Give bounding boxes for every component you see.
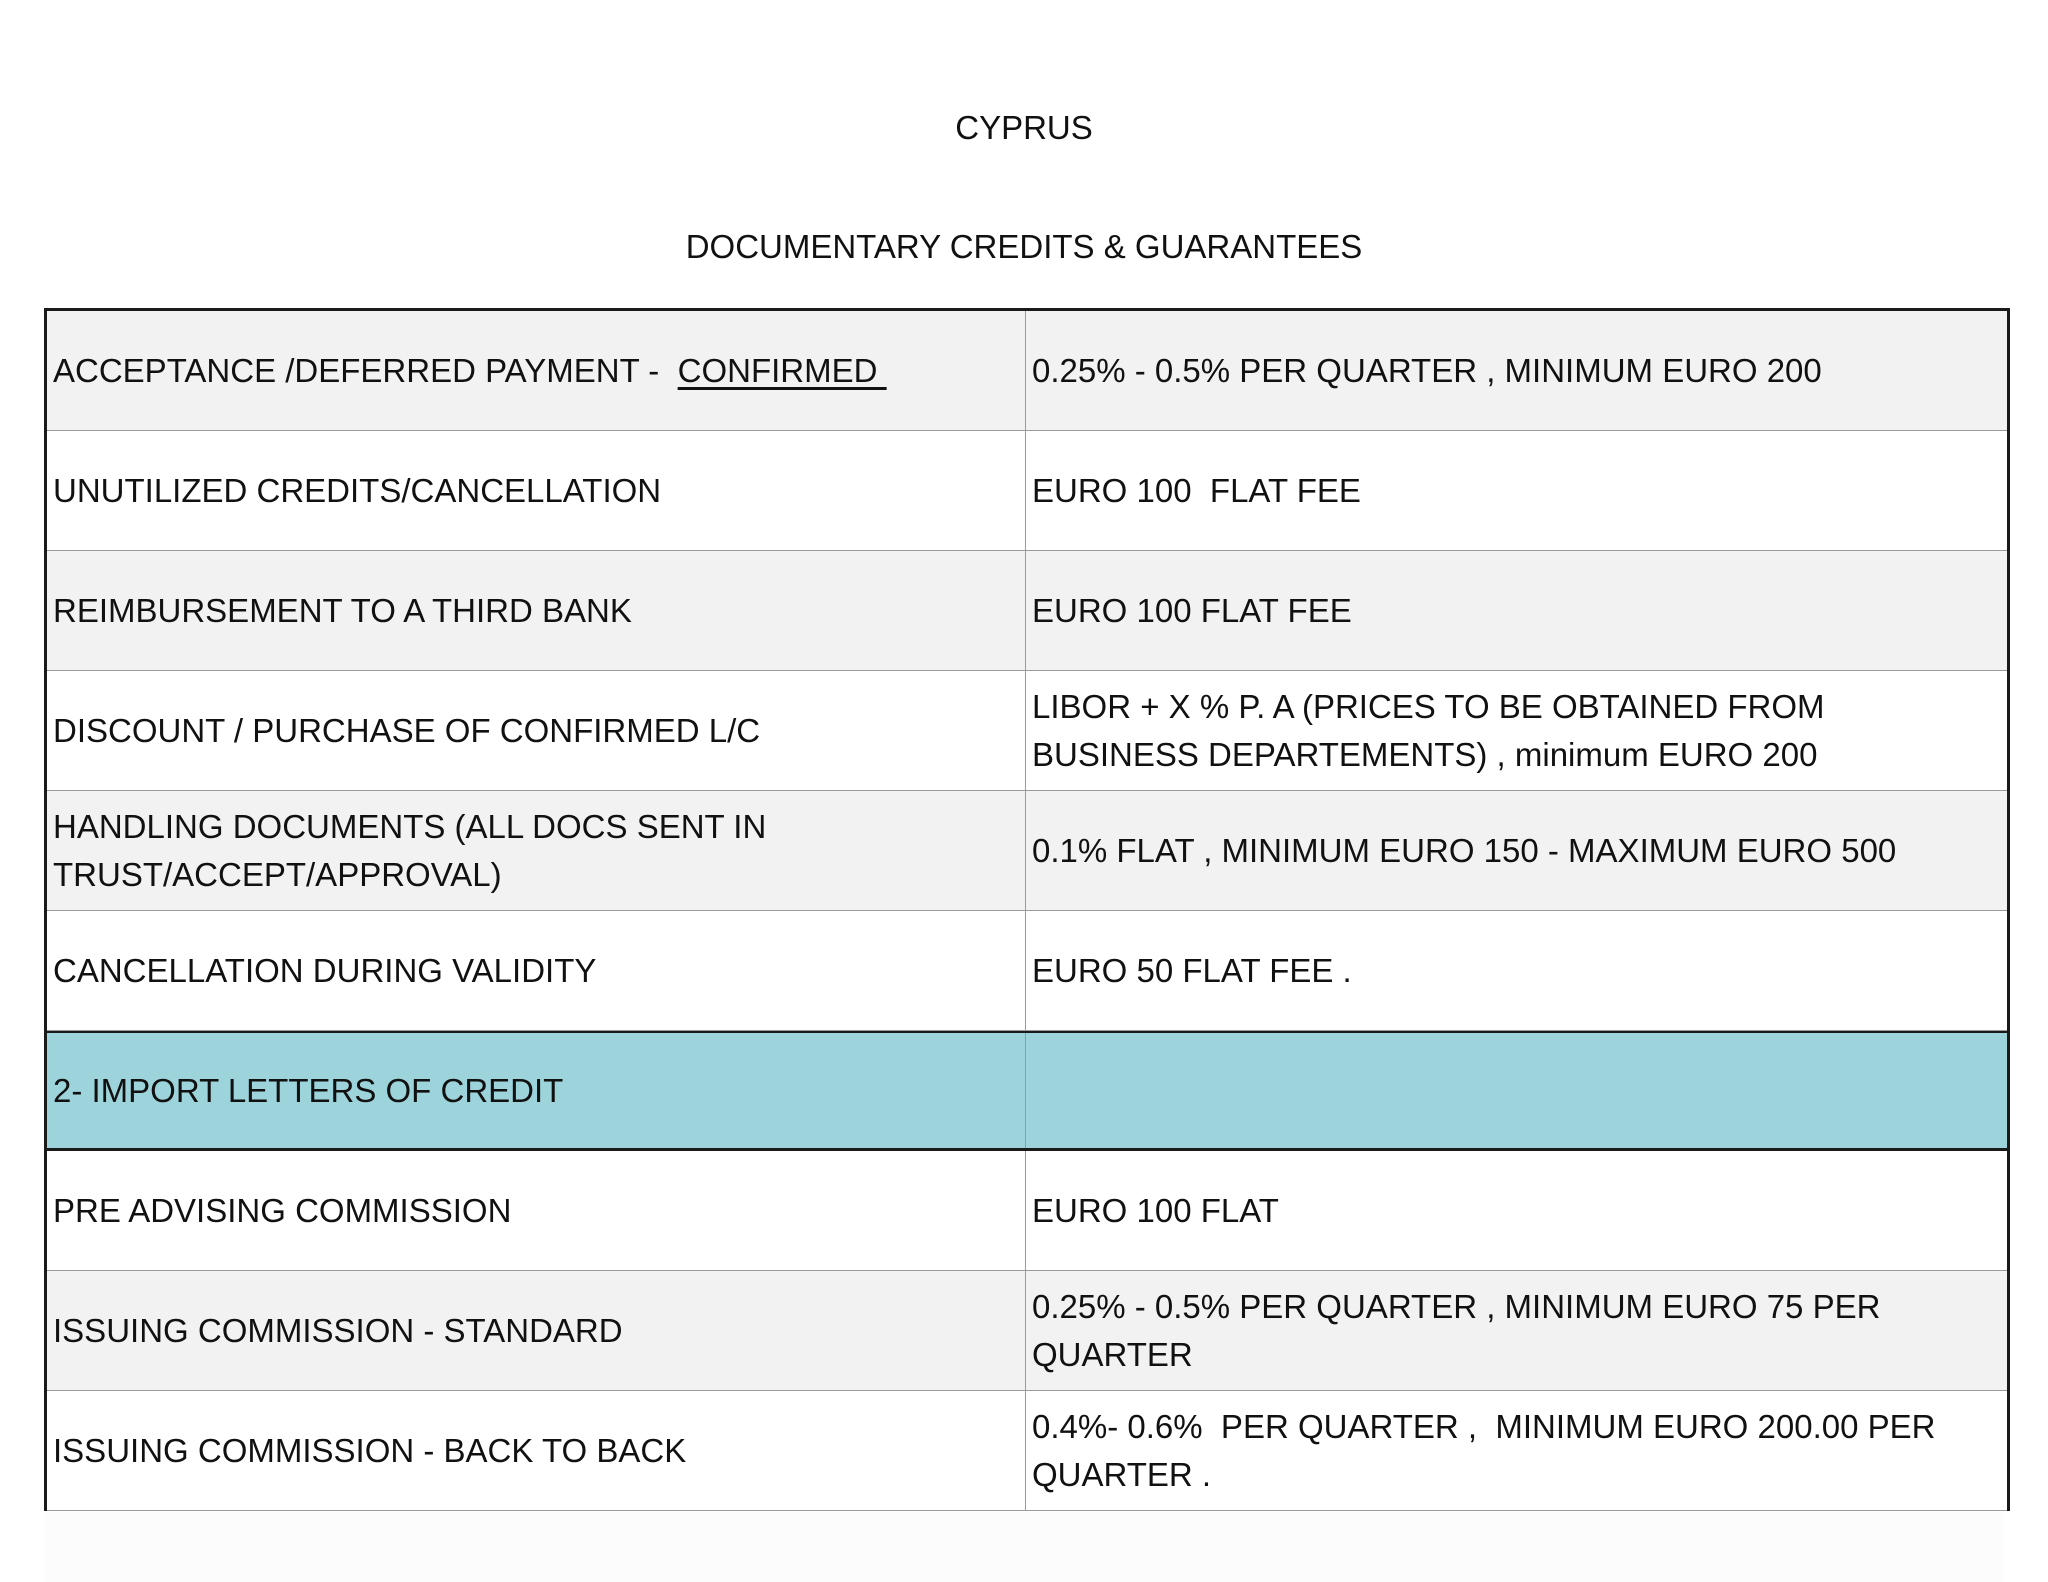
fee-description: PRE ADVISING COMMISSION — [47, 1151, 1026, 1270]
page-title: CYPRUS — [955, 109, 1093, 146]
fee-amount: EURO 100 FLAT FEE — [1032, 591, 1352, 629]
fee-amount: 0.4%- 0.6% PER QUARTER , MINIMUM EURO 200.00 PER QUARTER . — [1032, 1407, 1945, 1493]
fee-description: ISSUING COMMISSION - BACK TO BACK — [47, 1391, 1026, 1510]
section-fee-empty — [1026, 1033, 2007, 1148]
fee-description: UNUTILIZED CREDITS/CANCELLATION — [47, 431, 1026, 550]
fee-description: ISSUING COMMISSION - STANDARD — [47, 1271, 1026, 1390]
fee-description: DISCOUNT / PURCHASE OF CONFIRMED L/C — [47, 671, 1026, 790]
fee-amount: EURO 100 FLAT FEE — [1032, 471, 1361, 509]
fee-description: HANDLING DOCUMENTS (ALL DOCS SENT IN TRUST/ACCEPT/APPROVAL) — [47, 791, 1026, 910]
table-row — [47, 791, 2007, 911]
section-header-row — [47, 1031, 2007, 1151]
fee-description-prefix: ACCEPTANCE /DEFERRED PAYMENT - — [53, 351, 678, 389]
fee-amount: EURO 100 FLAT — [1032, 1191, 1279, 1229]
page-bottom-margin — [44, 1512, 2004, 1582]
fee-table — [44, 308, 2010, 1511]
table-row — [47, 1151, 2007, 1271]
fee-description: REIMBURSEMENT TO A THIRD BANK — [47, 551, 1026, 670]
table-row — [47, 551, 2007, 671]
table-row — [47, 1271, 2007, 1391]
table-row — [47, 311, 2007, 431]
confirmed-label: CONFIRMED — [677, 351, 887, 389]
fee-amount: EURO 50 FLAT FEE . — [1032, 951, 1352, 989]
page-subtitle: DOCUMENTARY CREDITS & GUARANTEES — [685, 228, 1363, 265]
fee-description: CANCELLATION DURING VALIDITY — [47, 911, 1026, 1030]
fee-amount: 0.25% - 0.5% PER QUARTER , MINIMUM EURO 75 PER QUARTER — [1032, 1287, 1881, 1373]
section-heading: 2- IMPORT LETTERS OF CREDIT — [47, 1033, 1026, 1148]
table-row — [47, 431, 2007, 551]
table-row — [47, 1391, 2007, 1511]
table-row — [47, 911, 2007, 1031]
fee-amount: 0.1% FLAT , MINIMUM EURO 150 - MAXIMUM EURO 500 — [1032, 831, 1897, 869]
fee-amount: LIBOR + X % P. A (PRICES TO BE OBTAINED FROM BUSINESS DEPARTEMENTS) , minimum EURO 200 — [1032, 687, 1825, 773]
fee-description — [47, 311, 1026, 430]
fee-amount: 0.25% - 0.5% PER QUARTER , MINIMUM EURO 200 — [1032, 351, 1822, 389]
table-row — [47, 671, 2007, 791]
